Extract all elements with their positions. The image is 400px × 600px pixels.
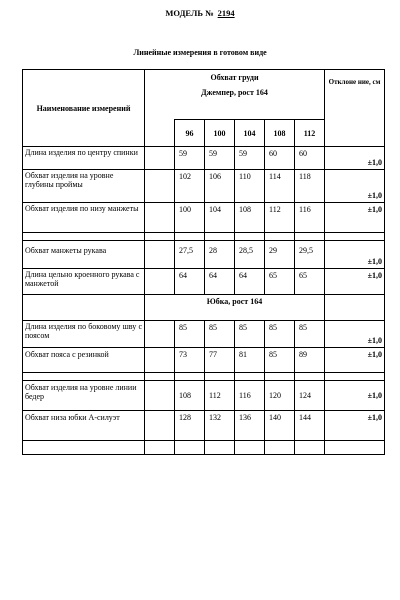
table-row	[23, 241, 385, 269]
row-value: 136	[235, 411, 265, 441]
row-tolerance: ±1,0	[325, 411, 385, 441]
row-name: Обхват манжеты рукава	[23, 241, 145, 269]
row-empty-cell	[145, 321, 175, 348]
measurements-table	[22, 69, 385, 455]
row-value: 59	[175, 147, 205, 170]
row-name: Обхват низа юбки А-силуэт	[23, 411, 145, 441]
row-value: 28	[205, 241, 235, 269]
row-tolerance: ±1,0	[325, 321, 385, 348]
row-tolerance: ±1,0	[325, 381, 385, 411]
row-value: 60	[265, 147, 295, 170]
row-name: Длина изделия по центру спинки	[23, 147, 145, 170]
row-value: 77	[205, 348, 235, 373]
row-empty-cell	[145, 147, 175, 170]
row-value: 59	[235, 147, 265, 170]
column-header-chest	[145, 70, 325, 120]
column-header-deviation: Отклоне ние, см	[325, 70, 385, 147]
model-label: МОДЕЛЬ №	[165, 8, 214, 18]
chest-label: Обхват груди	[210, 73, 259, 82]
row-tolerance: ±1,0	[325, 170, 385, 203]
row-value: 100	[175, 203, 205, 233]
size-cell: 104	[235, 120, 265, 147]
row-value: 112	[205, 381, 235, 411]
size-cell-empty	[145, 120, 175, 147]
size-cell: 108	[265, 120, 295, 147]
row-value: 85	[295, 321, 325, 348]
row-value: 102	[175, 170, 205, 203]
row-value: 81	[235, 348, 265, 373]
row-value: 120	[265, 381, 295, 411]
row-value: 124	[295, 381, 325, 411]
size-cell: 96	[175, 120, 205, 147]
row-name: Обхват изделия на уровне глубины проймы	[23, 170, 145, 203]
row-value: 108	[175, 381, 205, 411]
row-empty-cell	[145, 348, 175, 373]
row-empty-cell	[145, 411, 175, 441]
row-value: 85	[265, 321, 295, 348]
row-empty-cell	[145, 203, 175, 233]
row-value: 108	[235, 203, 265, 233]
skirt-section-header: Юбка, рост 164	[145, 295, 325, 321]
row-value: 64	[175, 269, 205, 295]
skirt-section-row	[23, 295, 385, 321]
row-value: 128	[175, 411, 205, 441]
header-row	[23, 70, 385, 120]
row-value: 85	[235, 321, 265, 348]
row-value: 110	[235, 170, 265, 203]
row-value: 116	[295, 203, 325, 233]
row-value: 116	[235, 381, 265, 411]
table-row	[23, 381, 385, 411]
row-value: 85	[205, 321, 235, 348]
skirt-section-empty	[325, 295, 385, 321]
row-name: Обхват изделия на уровне линии бедер	[23, 381, 145, 411]
row-value: 118	[295, 170, 325, 203]
row-tolerance: ±1,0	[325, 147, 385, 170]
row-value: 29	[265, 241, 295, 269]
row-value: 85	[175, 321, 205, 348]
row-value: 140	[265, 411, 295, 441]
spacer-row	[23, 373, 385, 381]
row-empty-cell	[145, 381, 175, 411]
row-value: 29,5	[295, 241, 325, 269]
size-cell: 112	[295, 120, 325, 147]
row-value: 60	[295, 147, 325, 170]
table-row	[23, 203, 385, 233]
row-empty-cell	[145, 269, 175, 295]
row-value: 27,5	[175, 241, 205, 269]
size-cell: 100	[205, 120, 235, 147]
spacer-row	[23, 233, 385, 241]
row-tolerance: ±1,0	[325, 241, 385, 269]
skirt-section-empty	[23, 295, 145, 321]
row-value: 28,5	[235, 241, 265, 269]
row-name: Обхват пояса с резинкой	[23, 348, 145, 373]
table-row	[23, 348, 385, 373]
document-subtitle: Линейные измерения в готовом виде	[133, 48, 267, 57]
row-value: 65	[295, 269, 325, 295]
table-row	[23, 269, 385, 295]
row-empty-cell	[145, 170, 175, 203]
row-tolerance: ±1,0	[325, 348, 385, 373]
row-value: 114	[265, 170, 295, 203]
row-value: 104	[205, 203, 235, 233]
model-title	[0, 8, 400, 18]
jumper-group-label: Джемпер, рост 164	[201, 88, 268, 97]
row-name: Обхват изделия по низу манжеты	[23, 203, 145, 233]
table-row	[23, 170, 385, 203]
column-header-name: Наименование измерений	[23, 70, 145, 147]
row-empty-cell	[145, 241, 175, 269]
row-value: 59	[205, 147, 235, 170]
row-tolerance: ±1,0	[325, 269, 385, 295]
row-value: 89	[295, 348, 325, 373]
table-row	[23, 411, 385, 441]
row-value: 85	[265, 348, 295, 373]
model-number: 2194	[217, 8, 235, 18]
row-value: 73	[175, 348, 205, 373]
row-value: 64	[235, 269, 265, 295]
table-row	[23, 147, 385, 170]
spacer-row	[23, 441, 385, 455]
row-value: 112	[265, 203, 295, 233]
row-value: 64	[205, 269, 235, 295]
row-value: 65	[265, 269, 295, 295]
row-name: Длина изделия по боковому шву с поясом	[23, 321, 145, 348]
row-value: 132	[205, 411, 235, 441]
row-tolerance: ±1,0	[325, 203, 385, 233]
row-value: 144	[295, 411, 325, 441]
row-name: Длина цельно кроенного рукава с манжетой	[23, 269, 145, 295]
row-value: 106	[205, 170, 235, 203]
table-row	[23, 321, 385, 348]
